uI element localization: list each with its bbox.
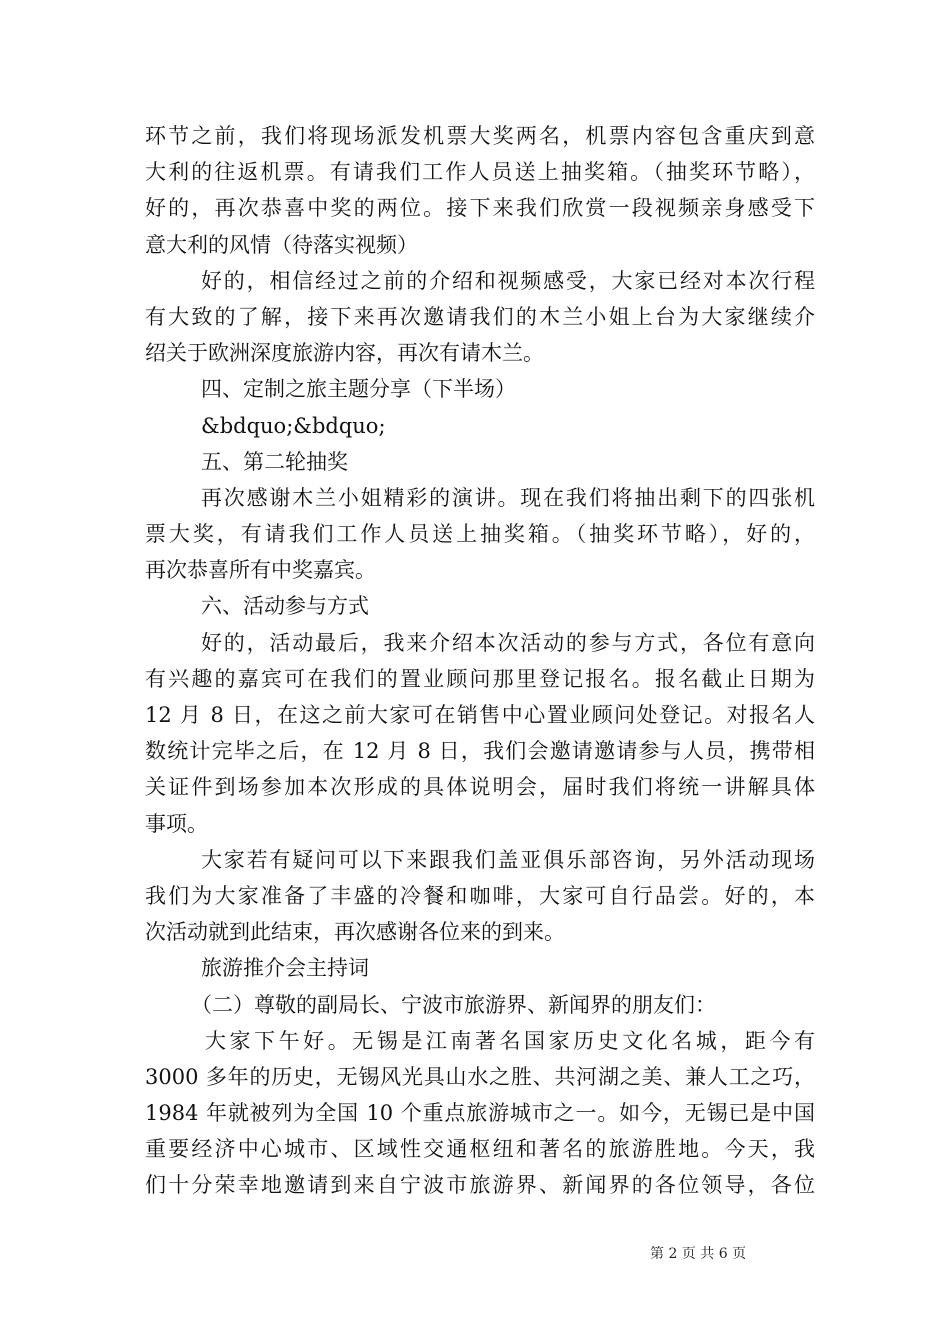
text-line: 12 月 8 日，在这之前大家可在销售中心置业顾问处登记。对报名人 bbox=[145, 703, 815, 727]
paragraph-start-line: 大家若有疑问可以下来跟我们盖亚俱乐部咨询，另外活动现场 bbox=[201, 847, 815, 872]
text-line: 重要经济中心城市、区域性交通枢纽和著名的旅游胜地。今天，我 bbox=[145, 1137, 815, 1162]
text-line: 关证件到场参加本次形成的具体说明会，届时我们将统一讲解具体 bbox=[145, 775, 815, 800]
text-line: 环节之前，我们将现场派发机票大奖两名，机票内容包含重庆到意 bbox=[145, 124, 815, 148]
text-line: 票大奖，有请我们工作人员送上抽奖箱。（抽奖环节略），好的， bbox=[145, 522, 815, 547]
section-heading: 旅游推介会主持词 bbox=[201, 956, 369, 981]
text-line: 大利的往返机票。有请我们工作人员送上抽奖箱。（抽奖环节略）， bbox=[145, 160, 815, 185]
page-number-footer: 第 2 页 共 6 页 bbox=[650, 1246, 747, 1262]
text-line: 有兴趣的嘉宾可在我们的置业顾问那里登记报名。报名截止日期为 bbox=[145, 666, 815, 691]
text-line: 3000 多年的历史，无锡风光具山水之胜、共河湖之美、兼人工之巧， bbox=[145, 1064, 815, 1089]
text-line: 事项。 bbox=[145, 811, 208, 836]
paragraph-start-line: 好的，相信经过之前的介绍和视频感受，大家已经对本次行程 bbox=[201, 268, 815, 293]
text-line: 1984 年就被列为全国 10 个重点旅游城市之一。如今，无锡已是中国 bbox=[145, 1101, 815, 1126]
text-line: 数统计完毕之后，在 12 月 8 日，我们会邀请邀请参与人员，携带相 bbox=[145, 739, 815, 764]
text-line: 再次恭喜所有中奖嘉宾。 bbox=[145, 558, 376, 583]
document-body bbox=[145, 118, 815, 1204]
text-line: 意大利的风情（待落实视频） bbox=[145, 232, 418, 257]
paragraph-start-line: 大家下午好。无锡是江南著名国家历史文化名城，距今有 bbox=[205, 1028, 815, 1053]
section-heading: 四、定制之旅主题分享（下半场） bbox=[201, 377, 516, 402]
paragraph-start-line: 再次感谢木兰小姐精彩的演讲。现在我们将抽出剩下的四张机 bbox=[201, 485, 815, 510]
text-line: 们十分荣幸地邀请到来自宁波市旅游界、新闻界的各位领导，各位 bbox=[145, 1173, 815, 1198]
text-line: &bdquo;&bdquo; bbox=[201, 413, 386, 438]
text-line: 绍关于欧洲深度旅游内容，再次有请木兰。 bbox=[145, 341, 544, 366]
section-heading: 六、活动参与方式 bbox=[201, 594, 369, 619]
paragraph-start-line: 好的，活动最后，我来介绍本次活动的参与方式，各位有意向 bbox=[201, 630, 815, 655]
section-heading: 五、第二轮抽奖 bbox=[201, 449, 348, 474]
text-line: 有大致的了解，接下来再次邀请我们的木兰小姐上台为大家继续介 bbox=[145, 304, 815, 329]
text-line: 好的，再次恭喜中奖的两位。接下来我们欣赏一段视频亲身感受下 bbox=[145, 196, 815, 221]
salutation-line: （二）尊敬的副局长、宁波市旅游界、新闻界的朋友们： bbox=[191, 992, 716, 1017]
text-line: 我们为大家准备了丰盛的冷餐和咖啡，大家可自行品尝。好的，本 bbox=[145, 883, 815, 908]
text-line: 次活动就到此结束，再次感谢各位来的到来。 bbox=[145, 920, 565, 945]
